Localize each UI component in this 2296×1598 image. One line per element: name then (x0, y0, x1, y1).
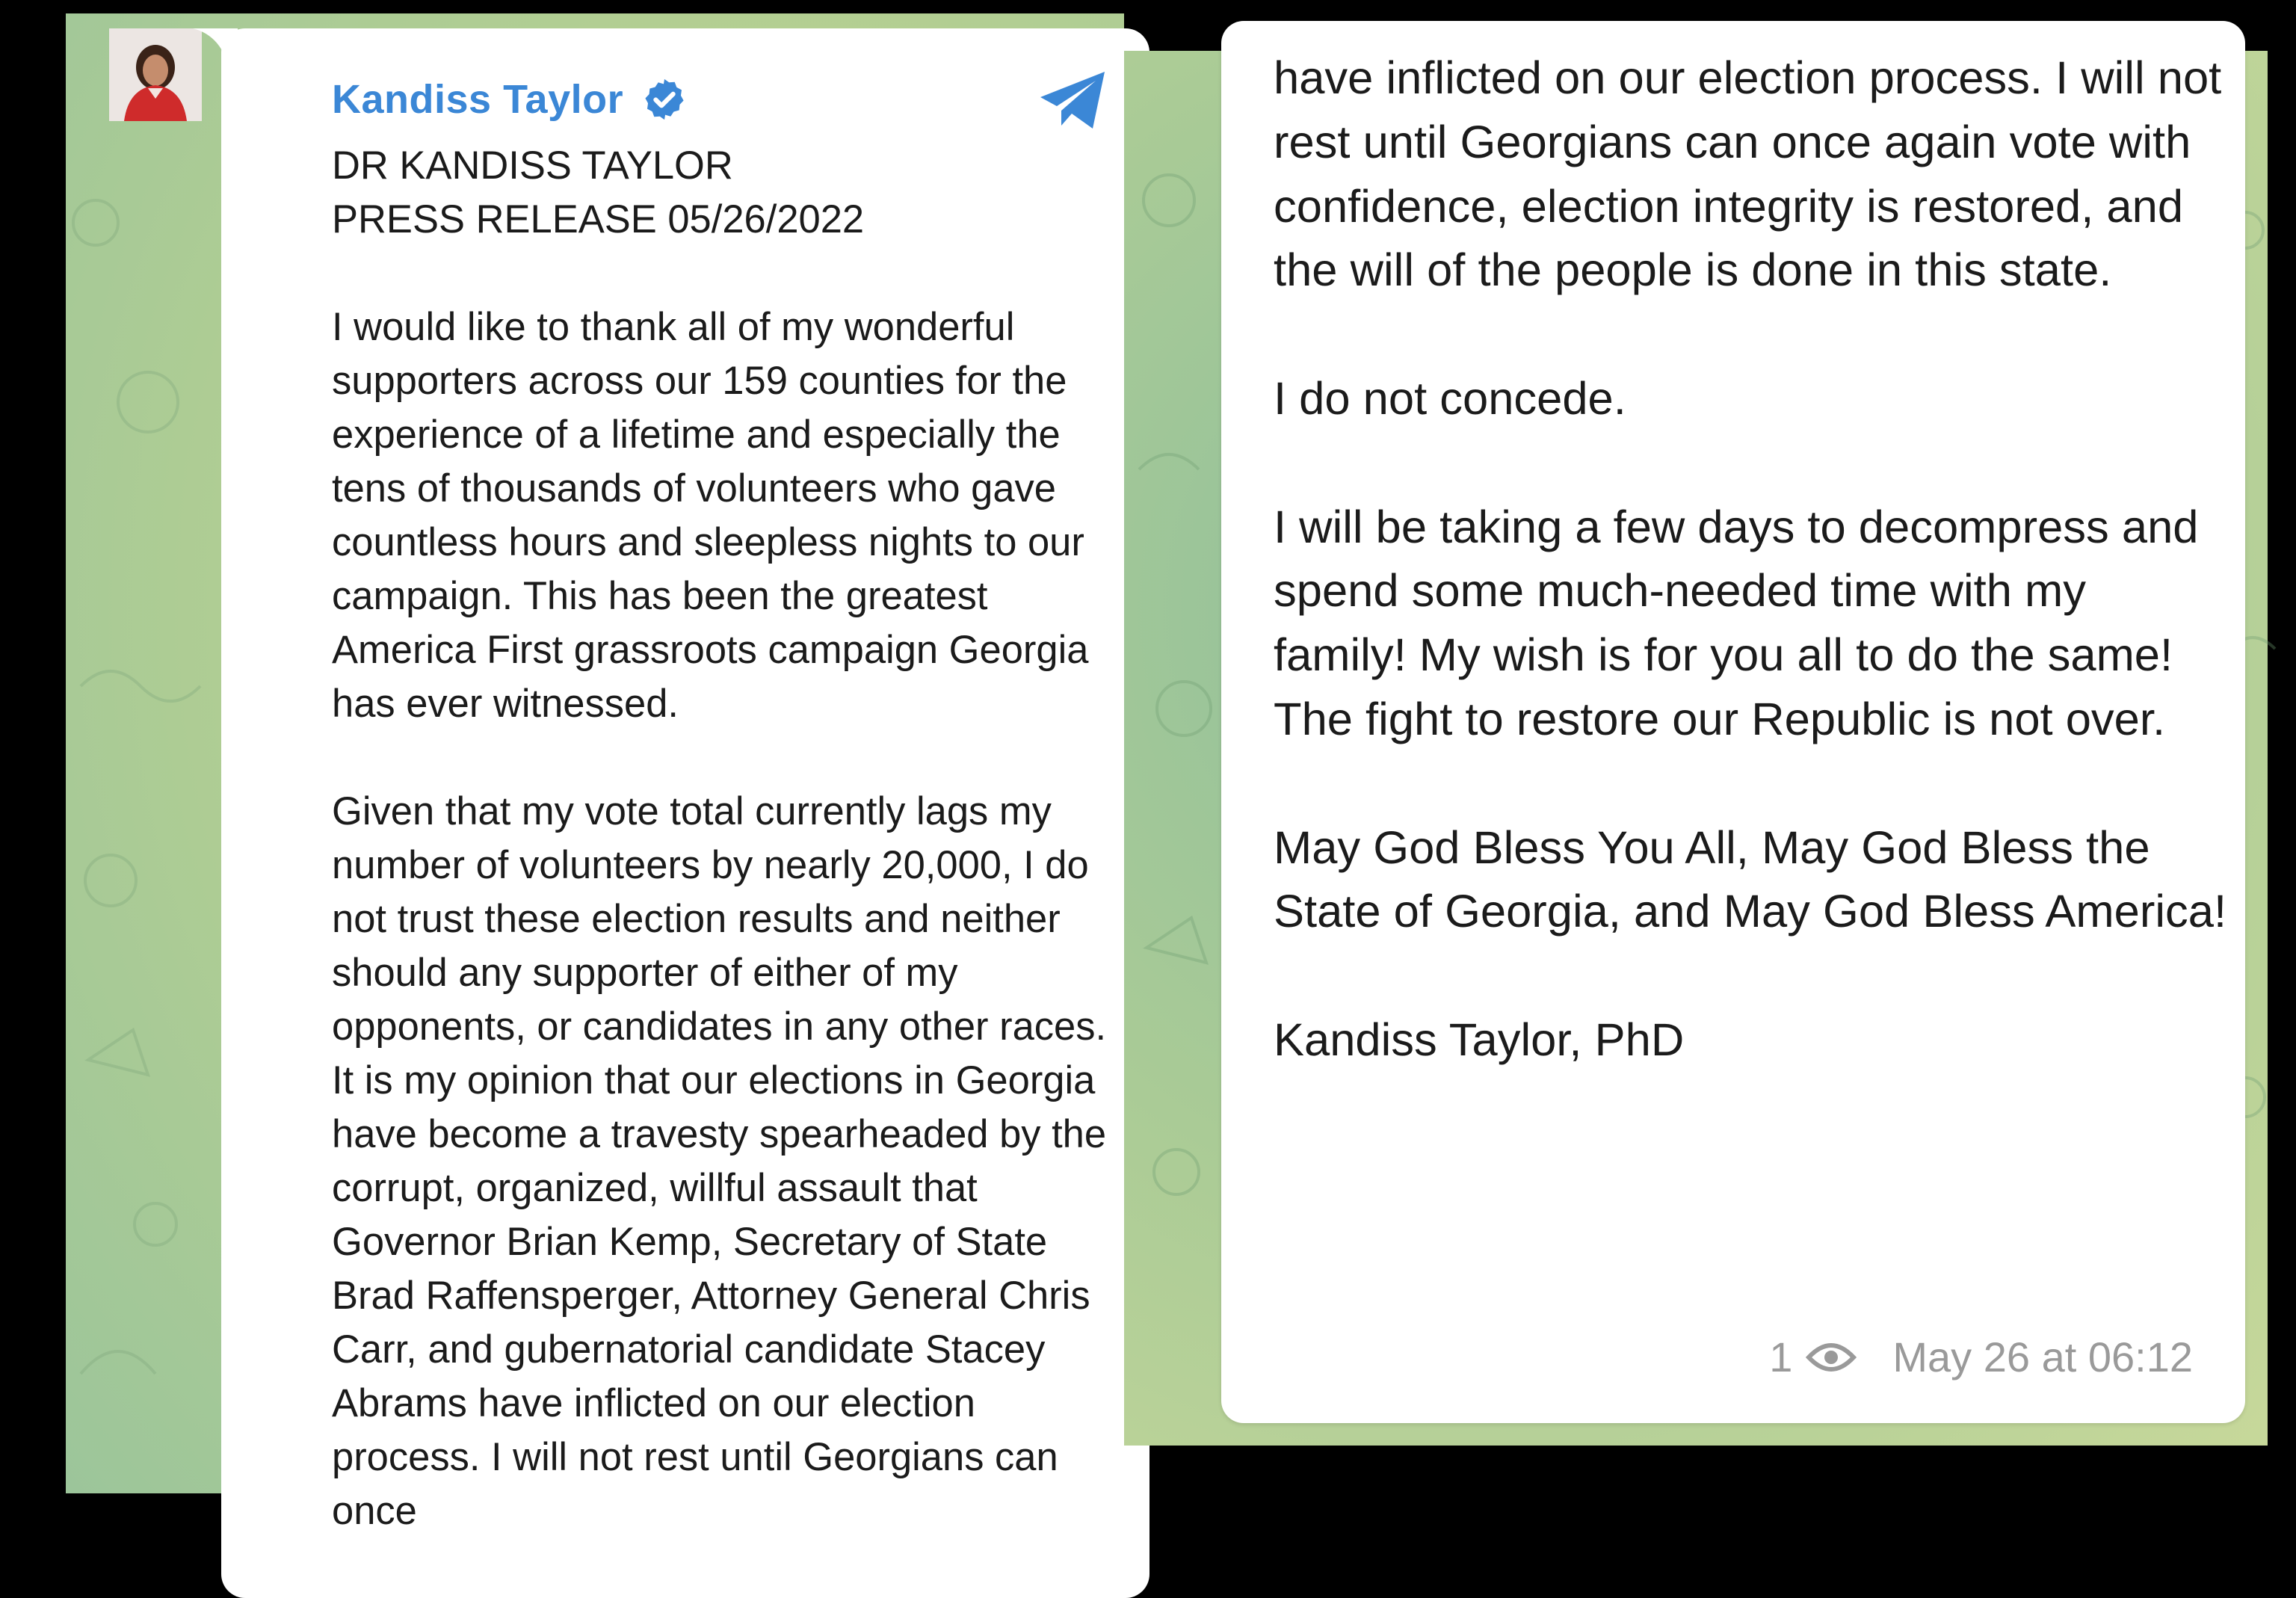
eye-icon (1807, 1342, 1855, 1372)
bubble-tail (193, 28, 238, 73)
view-count: 1 (1769, 1333, 1793, 1380)
message-text-continued: have inflicted on our election process. I will not rest until Georgians can once again vote with confidence, election integrity is restored, and the will of the people is done in this state. I do not concede. I will be taking a few days to decompress and spend some much-needed time with my family! My wish is for you all to do the same! The fight to restore our Republic is not over. May God Bless You All, May God Bless the State of Georgia, and May God Bless America! Kandiss Taylor, PhD (1274, 52, 2227, 1066)
avatar[interactable] (109, 28, 202, 121)
message-text: DR KANDISS TAYLOR PRESS RELEASE 05/26/2022 I would like to thank all of my wonderful supporters across our 159 counties for the experience of a lifetime and especially the tens of thousands of volunteers who gave countless hours and sleepless nights to our campaign. This has been the greatest America First grassroots campaign Georgia has ever witnessed. Given that my vote total currently lags my number of volunteers by nearly 20,000, I do not trust these election results and neither should any supporter of either of my opponents, or candidates in any other races. It is my opinion that our elections in Georgia have become a travesty spearheaded by the corrupt, organized, willful assault that Governor Brian Kemp, Secretary of State Brad Raffensperger, Attorney General Chris Carr, and gubernatorial candidate Stacey Abrams have inflicted on our election process. I will not rest until Georgians can once (332, 144, 1107, 1533)
sender-row (332, 73, 688, 126)
message-timestamp: May 26 at 06:12 (1892, 1333, 2193, 1380)
message-bubble-continued (1221, 21, 2245, 1423)
sender-name[interactable]: Kandiss Taylor (332, 77, 624, 122)
chat-panel-right (1124, 51, 2268, 1446)
avatar-image (109, 28, 202, 121)
message-meta (1769, 1333, 2193, 1381)
message-bubble (221, 28, 1149, 1598)
telegram-share-icon[interactable] (1039, 70, 1108, 132)
chat-panel-left (66, 13, 1124, 1533)
verified-badge-icon (641, 76, 688, 123)
